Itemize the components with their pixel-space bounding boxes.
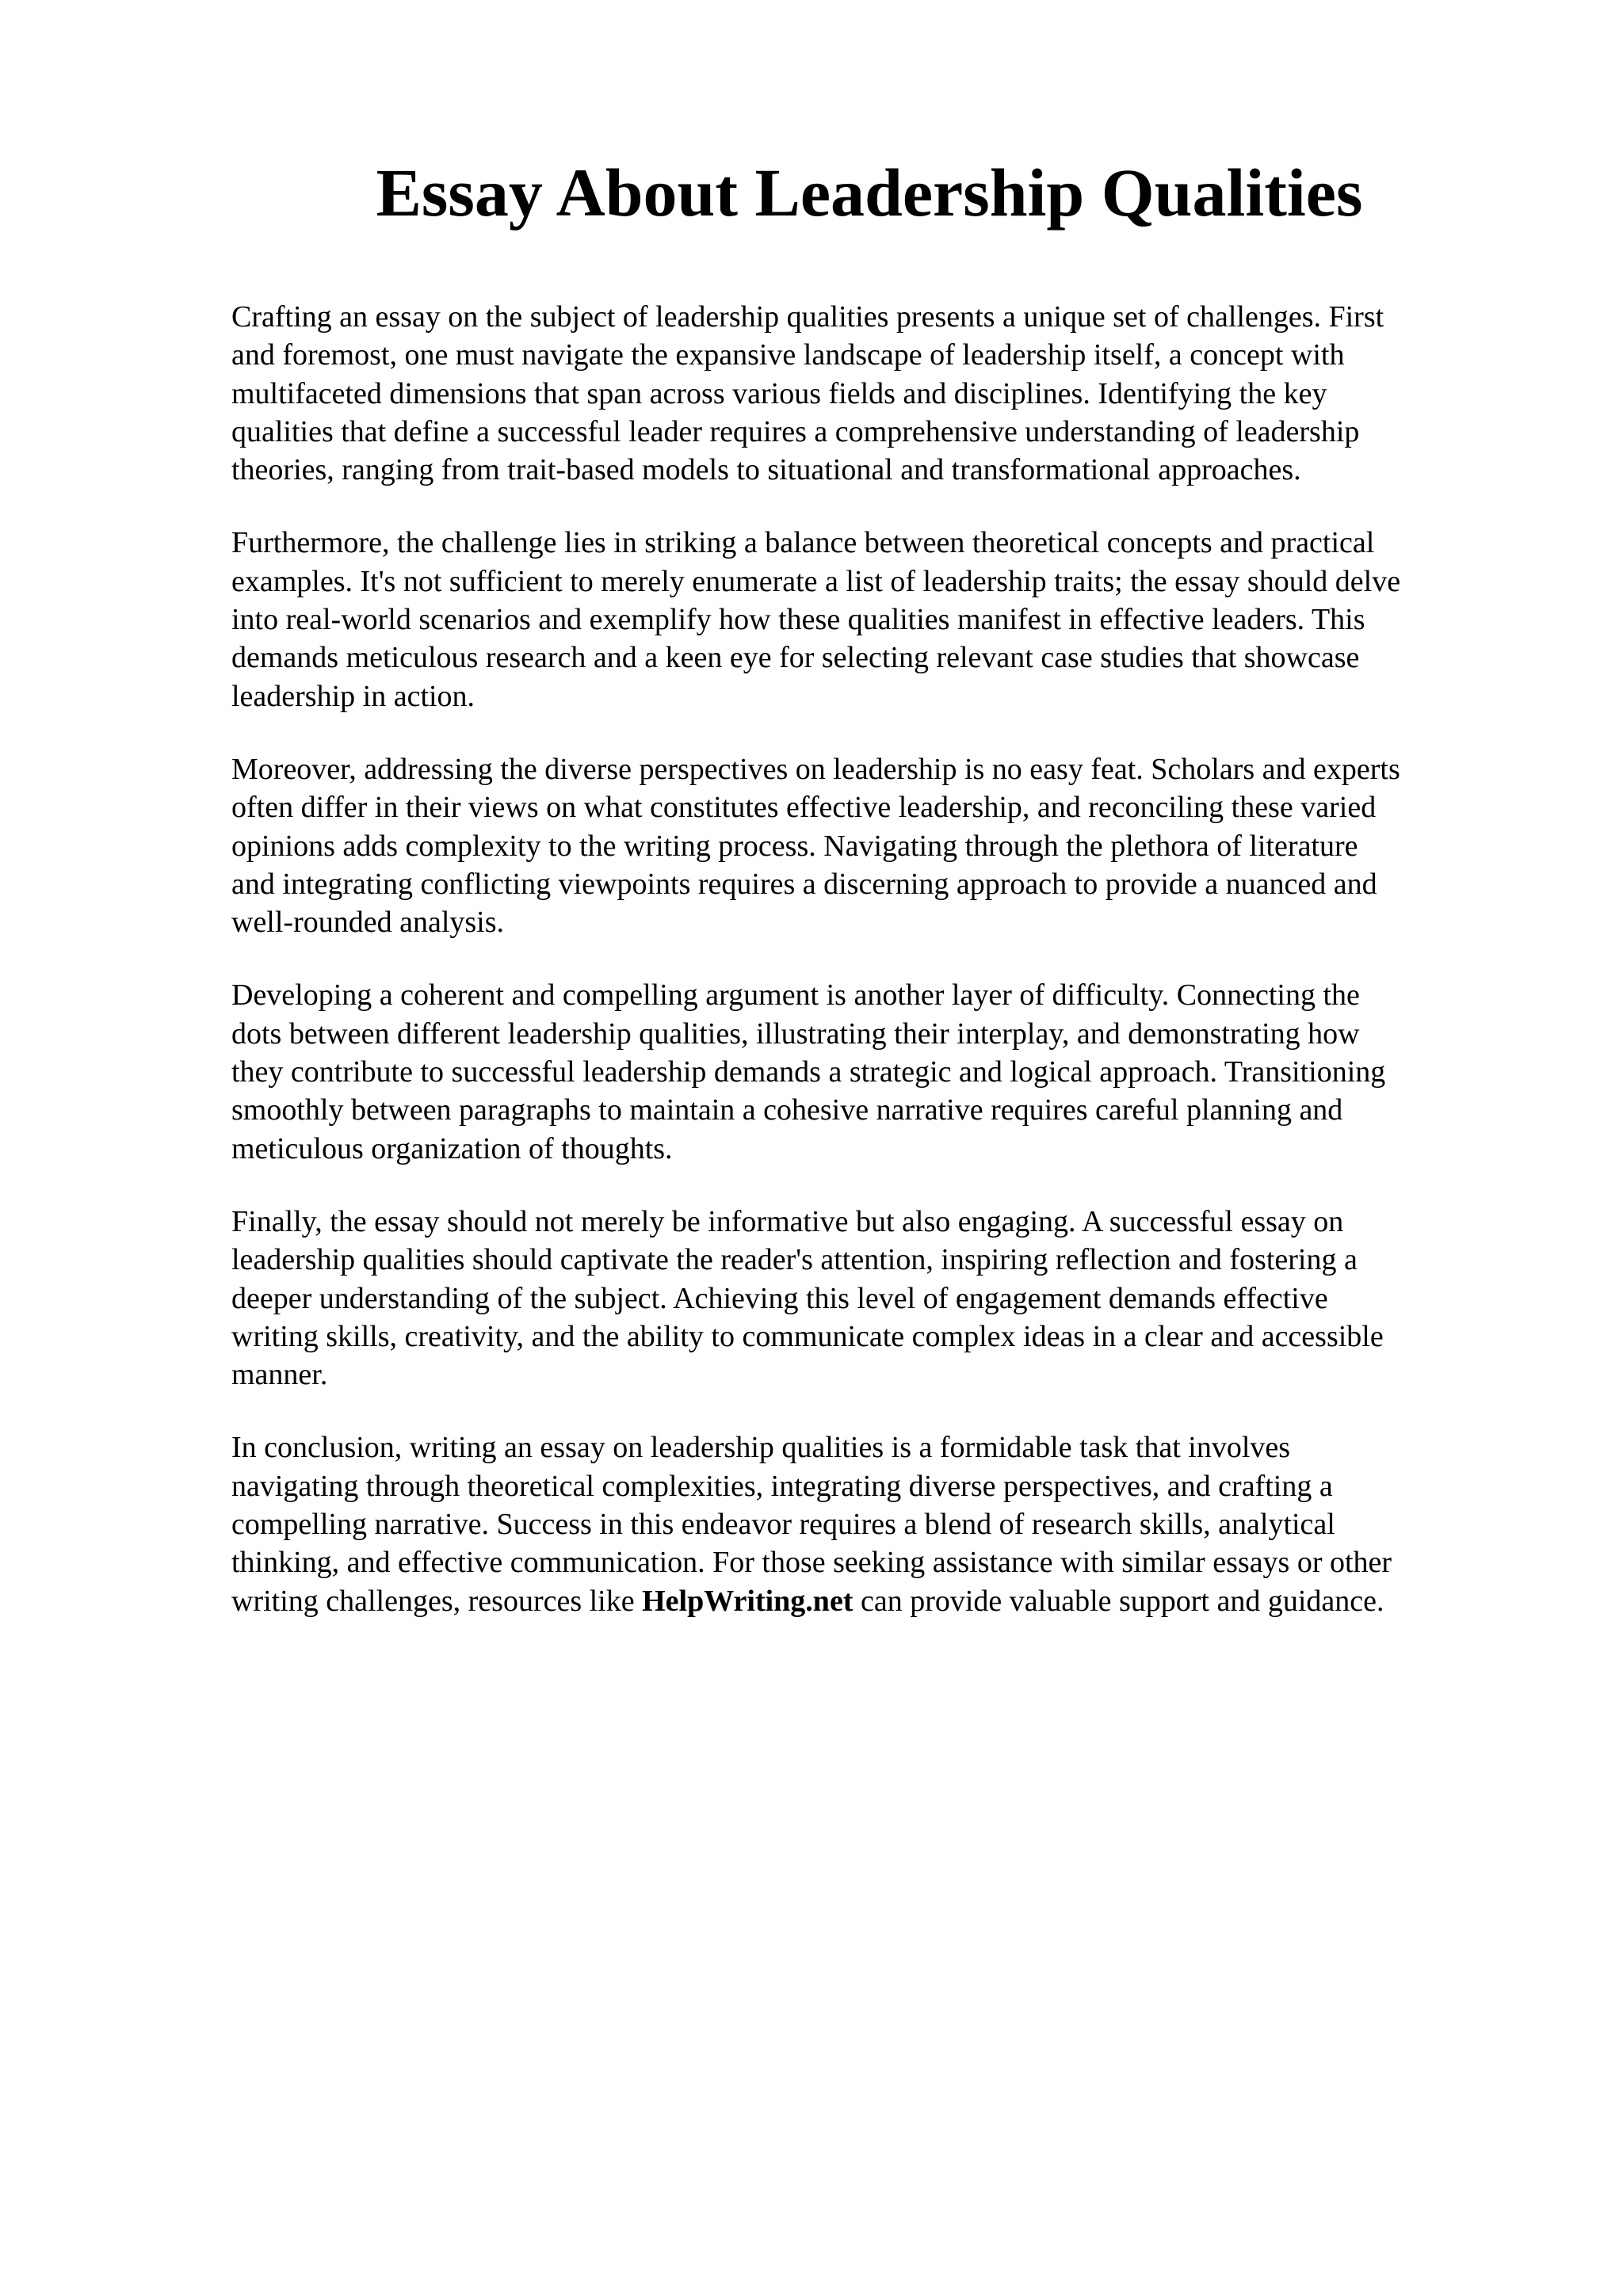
paragraph-line: into real-world scenarios and exemplify how these qualities manifest in effective leaders. This	[231, 603, 1365, 637]
paragraph-line: thinking, and effective communication. For those seeking assistance with similar essays or other	[231, 1546, 1392, 1580]
final-line-text-after: can provide valuable support and guidance.	[853, 1584, 1384, 1618]
paragraph-line: meticulous organization of thoughts.	[231, 1131, 673, 1165]
paragraph-line: leadership qualities should captivate the reader's attention, inspiring reflection and fostering a	[231, 1243, 1358, 1277]
paragraph-line: and integrating conflicting viewpoints requires a discerning approach to provide a nuanced and	[231, 867, 1377, 901]
paragraph-line: theories, ranging from trait-based models to situational and transformational approaches.	[231, 453, 1301, 487]
paragraph-line: Furthermore, the challenge lies in striking a balance between theoretical concepts and practical	[231, 526, 1375, 560]
paragraph-1	[231, 298, 1515, 489]
page-title: Essay About Leadership Qualities	[376, 154, 1363, 231]
paragraph-line: qualities that define a successful leader requires a comprehensive understanding of leadership	[231, 414, 1360, 448]
paragraph-line: Moreover, addressing the diverse perspectives on leadership is no easy feat. Scholars and experts	[231, 752, 1400, 786]
essay-body	[231, 298, 1515, 1655]
paragraph-2	[231, 524, 1515, 715]
paragraph-line: multifaceted dimensions that span across various fields and disciplines. Identifying the key	[231, 376, 1327, 410]
paragraph-line: often differ in their views on what constitutes effective leadership, and reconciling these varied	[231, 791, 1377, 825]
paragraph-line: and foremost, one must navigate the expansive landscape of leadership itself, a concept with	[231, 338, 1345, 372]
paragraph-line: Developing a coherent and compelling argument is another layer of difficulty. Connecting the	[231, 978, 1360, 1013]
paragraph-line: demands meticulous research and a keen eye for selecting relevant case studies that showcase	[231, 641, 1360, 675]
paragraph-line: opinions adds complexity to the writing process. Navigating through the plethora of literature	[231, 829, 1358, 863]
paragraph-line: Crafting an essay on the subject of leadership qualities presents a unique set of challenges. First	[231, 300, 1384, 334]
paragraph-line: examples. It's not sufficient to merely enumerate a list of leadership traits; the essay should delve	[231, 564, 1401, 598]
paragraph-line: writing skills, creativity, and the ability to communicate complex ideas in a clear and accessible	[231, 1319, 1384, 1353]
paragraph-line: well-rounded analysis.	[231, 906, 505, 940]
paragraph-3	[231, 750, 1515, 941]
paragraph-line-final	[231, 1582, 1515, 1620]
paragraph-line: smoothly between paragraphs to maintain a cohesive narrative requires careful planning and	[231, 1093, 1343, 1127]
paragraph-line: deeper understanding of the subject. Achieving this level of engagement demands effective	[231, 1281, 1328, 1315]
paragraph-line: manner.	[231, 1358, 328, 1392]
paragraph-line: they contribute to successful leadership demands a strategic and logical approach. Transitioning	[231, 1055, 1386, 1089]
paragraph-line: navigating through theoretical complexities, integrating diverse perspectives, and crafting a	[231, 1469, 1333, 1503]
paragraph-line: In conclusion, writing an essay on leadership qualities is a formidable task that involves	[231, 1431, 1291, 1465]
paragraph-line: dots between different leadership qualities, illustrating their interplay, and demonstrating how	[231, 1016, 1360, 1051]
paragraph-5	[231, 1203, 1515, 1394]
final-line-text-before: writing challenges, resources like	[231, 1584, 643, 1618]
paragraph-line: Finally, the essay should not merely be informative but also engaging. A successful essay on	[231, 1204, 1344, 1238]
conclusion-paragraph	[231, 1428, 1515, 1619]
paragraph-line: leadership in action.	[231, 679, 475, 713]
paragraph-4	[231, 976, 1515, 1167]
paragraph-line: compelling narrative. Success in this endeavor requires a blend of research skills, analytical	[231, 1508, 1335, 1542]
brand-name: HelpWriting.net	[642, 1584, 854, 1618]
